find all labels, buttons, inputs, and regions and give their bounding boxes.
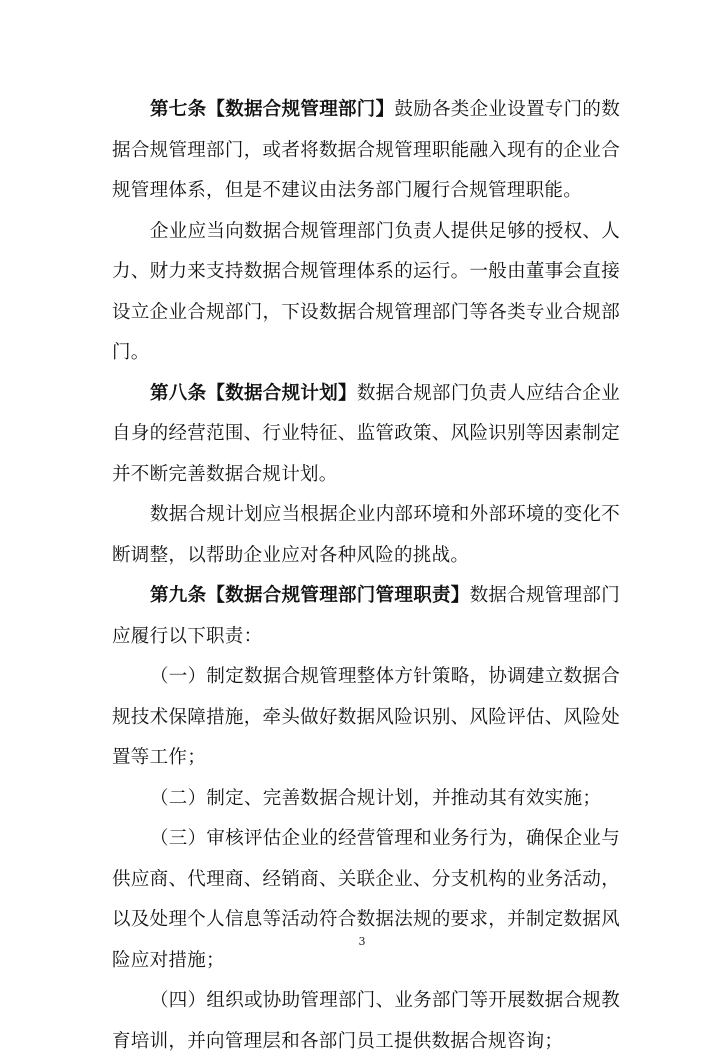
article-7-heading: 第七条【数据合规管理部门】 (150, 99, 395, 120)
document-body (112, 90, 620, 1062)
article-8-paragraph-2 (112, 495, 620, 576)
article-7-text: 鼓励各类企业设置专门的数据合规管理部门，或者将数据合规管理职能融入现有的企业合规管理体系，但是不建议由法务部门履行合规管理职能。 (112, 99, 621, 201)
article-7-paragraph-2 (112, 212, 620, 374)
article-9-paragraph (112, 576, 620, 657)
duty-item-2 (112, 779, 620, 820)
duty-item-3 (112, 819, 620, 981)
article-8-heading: 第八条【数据合规计划】 (150, 382, 357, 404)
duty-item-1-text: （一）制定数据合规管理整体方针策略，协调建立数据合规技术保障措施，牵头做好数据风险识别、风险评估、风险处置等工作； (112, 666, 621, 768)
duty-item-3-text: （三）审核评估企业的经营管理和业务行为，确保企业与供应商、代理商、经销商、关联企业、分支机构的业务活动，以及处理个人信息等活动符合数据法规的要求，并制定数据风险应对措施； (112, 828, 621, 971)
article-8-text: 数据合规部门负责人应结合企业自身的经营范围、行业特征、监管政策、风险识别等因素制定并不断完善数据合规计划。 (112, 382, 621, 485)
article-7-paragraph (112, 90, 620, 212)
duty-item-4-text: （四）组织或协助管理部门、业务部门等开展数据合规教育培训，并向管理层和各部门员工提供数据合规咨询； (112, 990, 621, 1052)
duty-item-2-text: （二）制定、完善数据合规计划，并推动其有效实施； (150, 787, 602, 809)
article-8-paragraph (112, 374, 620, 496)
duty-item-4 (112, 981, 620, 1062)
page-number: 3 (358, 935, 366, 948)
article-9-heading: 第九条【数据合规管理部门管理职责】 (150, 585, 470, 606)
article-7-text-2: 企业应当向数据合规管理部门负责人提供足够的授权、人力、财力来支持数据合规管理体系的运行。一般由董事会直接设立企业合规部门，下设数据合规管理部门等各类专业合规部门。 (112, 220, 621, 363)
article-9-text: 数据合规管理部门应履行以下职责： (112, 585, 621, 647)
article-8-text-2: 数据合规计划应当根据企业内部环境和外部环境的变化不断调整，以帮助企业应对各种风险的挑战。 (112, 504, 621, 566)
duty-item-1 (112, 657, 620, 779)
